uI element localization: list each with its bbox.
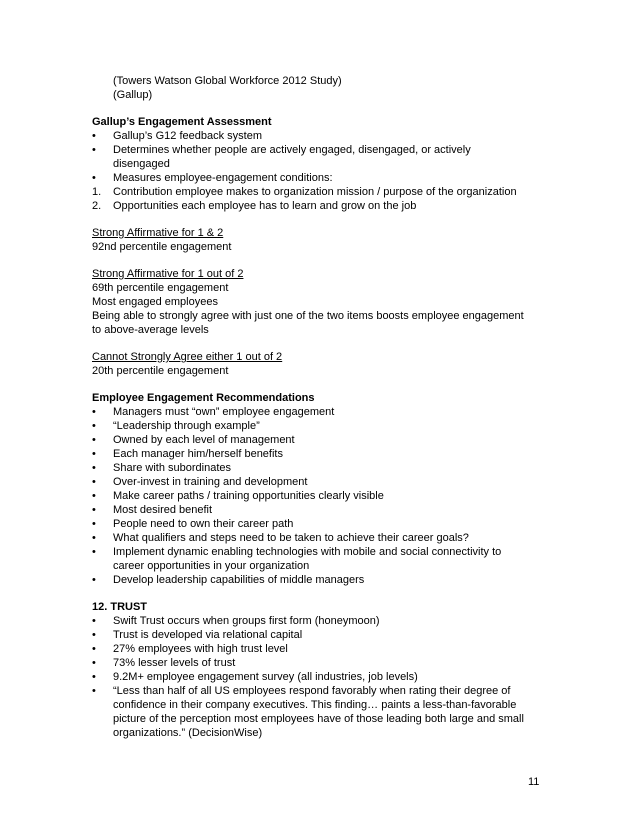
bullet-item-continuation xyxy=(92,157,562,171)
bullet-text: Managers must “own” employee engagement xyxy=(113,406,335,418)
bullet-text: confidence in their company executives. This finding… paints a less-than-favorable xyxy=(113,699,517,711)
bullet-marker: • xyxy=(92,629,96,641)
bullet-marker: • xyxy=(92,615,96,627)
bullet-item-continuation xyxy=(92,726,562,740)
bullet-text: Each manager him/herself benefits xyxy=(113,448,283,460)
bullet-marker: • xyxy=(92,657,96,669)
affirm-one-line: to above-average levels xyxy=(92,324,209,336)
bullet-marker: • xyxy=(92,574,96,586)
bullet-item xyxy=(92,573,562,587)
bullet-text: Share with subordinates xyxy=(113,462,232,474)
bullet-text: disengaged xyxy=(113,158,170,170)
bullet-text: “Less than half of all US employees respond favorably when rating their degree of xyxy=(113,685,511,697)
bullet-item xyxy=(92,405,562,419)
bullet-item xyxy=(92,475,562,489)
item-number: 2. xyxy=(92,200,102,212)
bullet-text: “Leadership through example” xyxy=(113,420,260,432)
bullet-text: Owned by each level of management xyxy=(113,434,295,446)
bullet-text: People need to own their career path xyxy=(113,518,294,530)
bullet-marker: • xyxy=(92,476,96,488)
affirm-one-line: Being able to strongly agree with just one of the two items boosts employee engagement xyxy=(92,310,524,322)
bullet-item xyxy=(92,642,562,656)
bullet-item xyxy=(92,503,562,517)
bullet-text: Swift Trust occurs when groups first form (honeymoon) xyxy=(113,615,380,627)
gallup-heading: Gallup’s Engagement Assessment xyxy=(92,116,272,128)
cannot-agree-line: 20th percentile engagement xyxy=(92,365,229,377)
source-line: (Towers Watson Global Workforce 2012 Study) xyxy=(113,75,342,87)
bullet-item-continuation xyxy=(92,712,562,726)
bullet-text: picture of the perception most employees have of those leading both large and small xyxy=(113,713,524,725)
bullet-item xyxy=(92,129,562,143)
bullet-item xyxy=(92,545,562,559)
cannot-agree-heading: Cannot Strongly Agree either 1 out of 2 xyxy=(92,351,283,363)
bullet-text: Develop leadership capabilities of middle managers xyxy=(113,574,365,586)
bullet-text: career opportunities in your organization xyxy=(113,560,310,572)
bullet-marker: • xyxy=(92,144,96,156)
bullet-marker: • xyxy=(92,406,96,418)
numbered-item xyxy=(92,185,562,199)
bullet-item xyxy=(92,447,562,461)
bullet-marker: • xyxy=(92,532,96,544)
bullet-text: Over-invest in training and development xyxy=(113,476,308,488)
item-number: 1. xyxy=(92,186,102,198)
bullet-text: 73% lesser levels of trust xyxy=(113,657,236,669)
bullet-marker: • xyxy=(92,130,96,142)
bullet-item xyxy=(92,143,562,157)
bullet-text: What qualifiers and steps need to be taken to achieve their career goals? xyxy=(113,532,469,544)
page-number: 11 xyxy=(528,776,540,788)
affirm-both-line: 92nd percentile engagement xyxy=(92,241,232,253)
bullet-item xyxy=(92,419,562,433)
bullet-item-continuation xyxy=(92,698,562,712)
bullet-marker: • xyxy=(92,643,96,655)
bullet-item xyxy=(92,171,562,185)
gallup-bullets xyxy=(92,129,562,185)
bullet-marker: • xyxy=(92,448,96,460)
item-text: Contribution employee makes to organization mission / purpose of the organization xyxy=(113,186,517,198)
affirm-one-heading: Strong Affirmative for 1 out of 2 xyxy=(92,268,244,280)
source-line: (Gallup) xyxy=(113,89,153,101)
affirm-both-heading: Strong Affirmative for 1 & 2 xyxy=(92,227,224,239)
bullet-text: organizations.” (DecisionWise) xyxy=(113,727,263,739)
bullet-item xyxy=(92,461,562,475)
bullet-marker: • xyxy=(92,172,96,184)
bullet-item xyxy=(92,489,562,503)
recommendations-heading: Employee Engagement Recommendations xyxy=(92,392,315,404)
bullet-marker: • xyxy=(92,490,96,502)
bullet-text: Measures employee-engagement conditions: xyxy=(113,172,333,184)
bullet-item xyxy=(92,656,562,670)
bullet-marker: • xyxy=(92,504,96,516)
affirm-one-line: 69th percentile engagement xyxy=(92,282,229,294)
document-page xyxy=(92,74,562,740)
bullet-marker: • xyxy=(92,671,96,683)
gallup-numbered-list xyxy=(92,185,562,213)
trust-bullets xyxy=(92,614,562,740)
bullet-text: Make career paths / training opportunities clearly visible xyxy=(113,490,384,502)
bullet-text: Most desired benefit xyxy=(113,504,213,516)
bullet-text: Implement dynamic enabling technologies with mobile and social connectivity to xyxy=(113,546,502,558)
bullet-marker: • xyxy=(92,685,96,697)
bullet-marker: • xyxy=(92,518,96,530)
bullet-item xyxy=(92,531,562,545)
bullet-marker: • xyxy=(92,434,96,446)
bullet-text: Gallup’s G12 feedback system xyxy=(113,130,262,142)
bullet-marker: • xyxy=(92,546,96,558)
bullet-item-continuation xyxy=(92,559,562,573)
bullet-item xyxy=(92,628,562,642)
item-text: Opportunities each employee has to learn and grow on the job xyxy=(113,200,417,212)
bullet-text: 9.2M+ employee engagement survey (all industries, job levels) xyxy=(113,671,418,683)
bullet-item xyxy=(92,684,562,698)
bullet-marker: • xyxy=(92,420,96,432)
bullet-item xyxy=(92,670,562,684)
bullet-text: Trust is developed via relational capital xyxy=(113,629,303,641)
trust-heading: 12. TRUST xyxy=(92,601,148,613)
bullet-text: Determines whether people are actively engaged, disengaged, or actively xyxy=(113,144,471,156)
bullet-text: 27% employees with high trust level xyxy=(113,643,288,655)
bullet-item xyxy=(92,614,562,628)
recommendations-bullets xyxy=(92,405,562,587)
bullet-item xyxy=(92,517,562,531)
bullet-item xyxy=(92,433,562,447)
bullet-marker: • xyxy=(92,462,96,474)
numbered-item xyxy=(92,199,562,213)
affirm-one-line: Most engaged employees xyxy=(92,296,218,308)
